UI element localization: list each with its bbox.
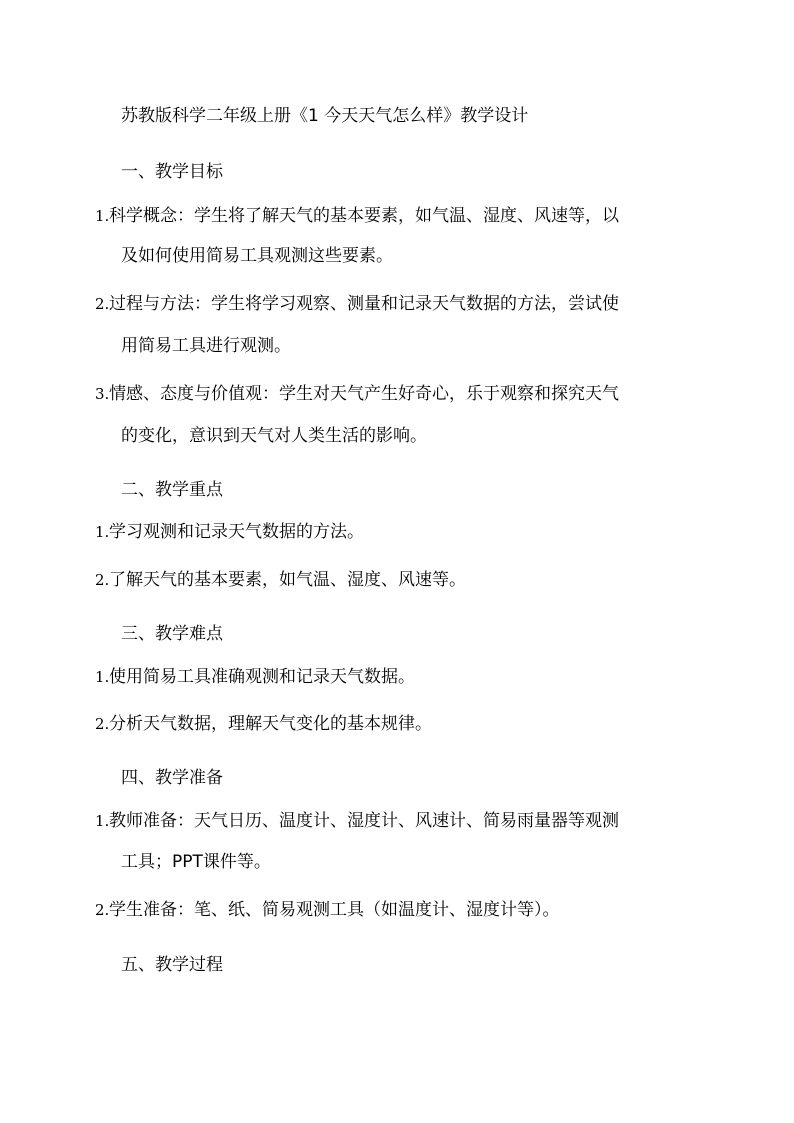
section-heading-objectives: 一、教学目标 (121, 162, 223, 182)
item-text: 科学概念：学生将了解天气的基本要素，如气温、湿度、风速等，以 (109, 206, 619, 226)
section-heading-preparation: 四、教学准备 (121, 768, 223, 788)
item-text: 教师准备：天气日历、温度计、湿度计、风速计、简易雨量器等观测 (109, 811, 619, 831)
list-item (95, 667, 415, 687)
item-number: 2. (95, 571, 110, 589)
item-text-continued: 用简易工具进行观测。 (121, 336, 291, 356)
item-number: 2. (95, 295, 110, 313)
item-text: 分析天气数据，理解天气变化的基本规律。 (109, 714, 432, 734)
item-number: 1. (95, 812, 110, 830)
document-title: 苏教版科学二年级上册《1 今天天气怎么样》教学设计 (121, 106, 529, 126)
item-number: 1. (95, 207, 110, 225)
list-item (95, 900, 560, 920)
list-item (95, 384, 619, 404)
item-number: 1. (95, 668, 110, 686)
item-text: 过程与方法：学生将学习观察、测量和记录天气数据的方法，尝试使 (109, 294, 619, 314)
item-text: 情感、态度与价值观：学生对天气产生好奇心，乐于观察和探究天气 (109, 384, 619, 404)
item-number: 3. (95, 385, 110, 403)
item-text-continued: 工具；PPT课件等。 (121, 852, 271, 872)
item-text: 学习观测和记录天气数据的方法。 (109, 522, 364, 542)
list-item (95, 570, 466, 590)
item-number: 2. (95, 715, 110, 733)
list-item (95, 206, 619, 226)
section-heading-process: 五、教学过程 (121, 955, 223, 975)
section-heading-difficulties: 三、教学难点 (121, 624, 223, 644)
item-number: 1. (95, 523, 110, 541)
list-item (95, 714, 432, 734)
section-heading-key-points: 二、教学重点 (121, 480, 223, 500)
item-text: 使用简易工具准确观测和记录天气数据。 (109, 667, 415, 687)
list-item (95, 811, 619, 831)
item-text-continued: 的变化，意识到天气对人类生活的影响。 (121, 426, 427, 446)
item-text: 学生准备：笔、纸、简易观测工具（如温度计、湿度计等）。 (109, 900, 560, 920)
item-text-continued: 及如何使用简易工具观测这些要素。 (121, 246, 393, 266)
list-item (95, 294, 619, 314)
item-number: 2. (95, 901, 110, 919)
list-item (95, 522, 364, 542)
item-text: 了解天气的基本要素，如气温、湿度、风速等。 (109, 570, 466, 590)
